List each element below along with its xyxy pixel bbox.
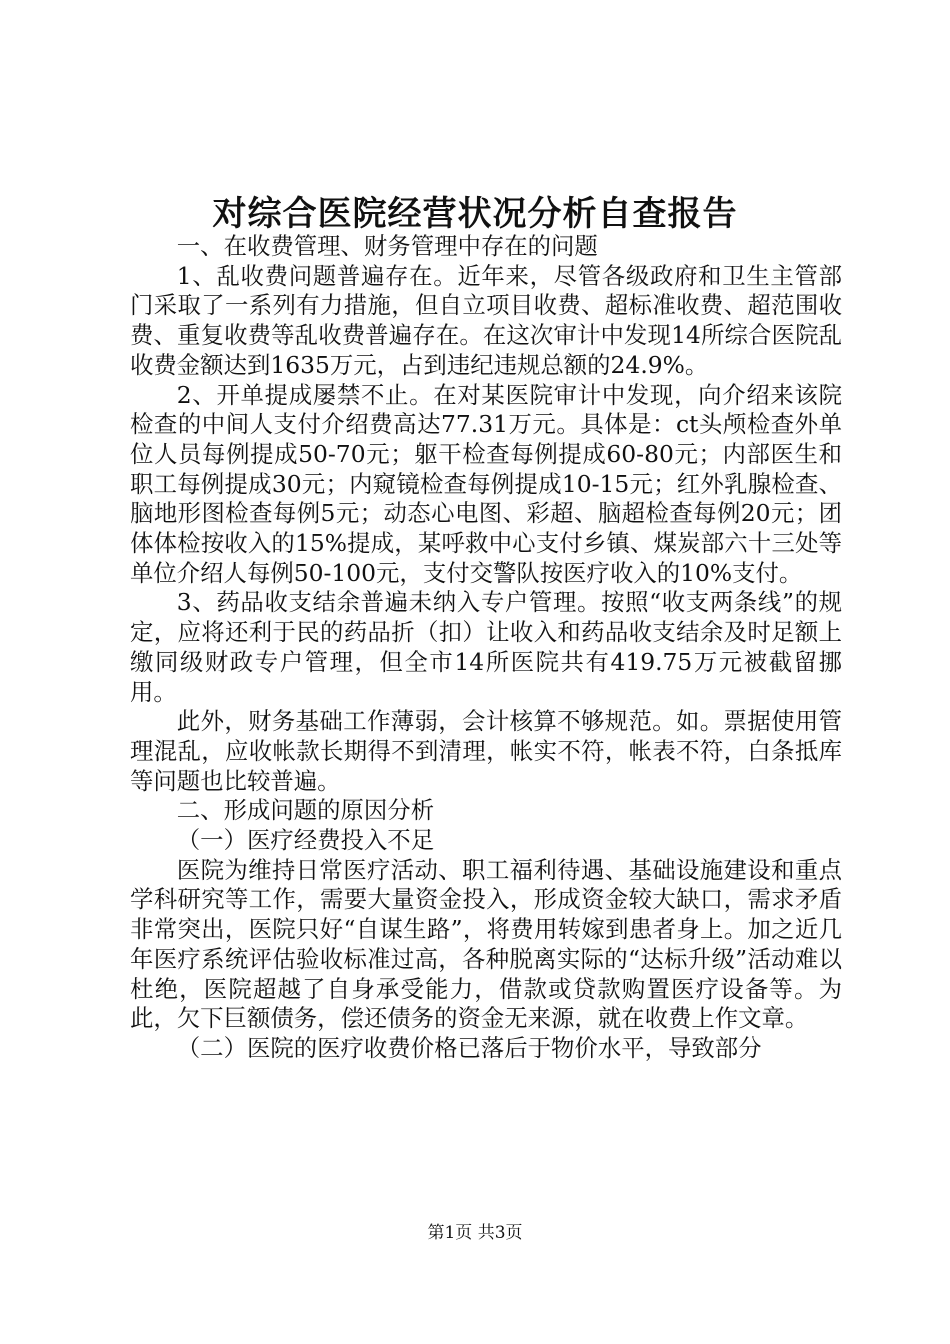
page-footer: 第1页 共3页 [427, 1223, 523, 1243]
paragraph-1: 1、乱收费问题普遍存在。近年来，尽管各级政府和卫生主管部门采取了一系列有力措施，但自立项目收费、超标准收费、超范围收费、重复收费等乱收费普遍存在。在这次审计中发现14所综合医院乱收费金额达到1635万元，占到违纪违规总额的24.9%。 [130, 261, 842, 379]
subsection-heading-1: （一）医疗经费投入不足 [176, 826, 435, 855]
document-title: 对综合医院经营状况分析自查报告 [212, 194, 738, 234]
subsection-heading-2: （二）医院的医疗收费价格已落后于物价水平，导致部分 [176, 1033, 762, 1062]
document-body [130, 232, 842, 1064]
paragraph-4: 此外，财务基础工作薄弱，会计核算不够规范。如。票据使用管理混乱，应收帐款长期得不到清理，帐实不符，帐表不符，白条抵库等问题也比较普遍。 [130, 707, 842, 795]
paragraph-5: 医院为维持日常医疗活动、职工福利待遇、基础设施建设和重点学科研究等工作，需要大量资金投入，形成资金较大缺口，需求矛盾非常突出，医院只好“自谋生路”，将费用转嫁到患者身上。加之近几年医疗系统评估验收标准过高，各种脱离实际的“达标升级”活动难以杜绝，医院超越了自身承受能力，借款或贷款购置医疗设备等。为此，欠下巨额债务，偿还债务的资金无来源，就在收费上作文章。 [130, 855, 842, 1033]
paragraph-2: 2、开单提成屡禁不止。在对某医院审计中发现，向介绍来该院检查的中间人支付介绍费高达77.31万元。具体是：ct头颅检查外单位人员每例提成50-70元；躯干检查每例提成60-80元；内部医生和职工每例提成30元；内窥镜检查每例提成10-15元；红外乳腺检查、脑地形图检查每例5元；动态心电图、彩超、脑超检查每例20元；团体体检按收入的15%提成，某呼救中心支付乡镇、煤炭部六十三处等单位介绍人每例50-100元，支付交警队按医疗收入的10%支付。 [130, 380, 842, 587]
section-heading-2: 二、形成问题的原因分析 [176, 796, 435, 825]
section-heading-1: 一、在收费管理、财务管理中存在的问题 [176, 232, 598, 260]
paragraph-3: 3、药品收支结余普遍未纳入专户管理。按照“收支两条线”的规定，应将还利于民的药品折（扣）让收入和药品收支结余及时足额上缴同级财政专户管理，但全市14所医院共有419.75万元被截留挪用。 [130, 588, 842, 706]
